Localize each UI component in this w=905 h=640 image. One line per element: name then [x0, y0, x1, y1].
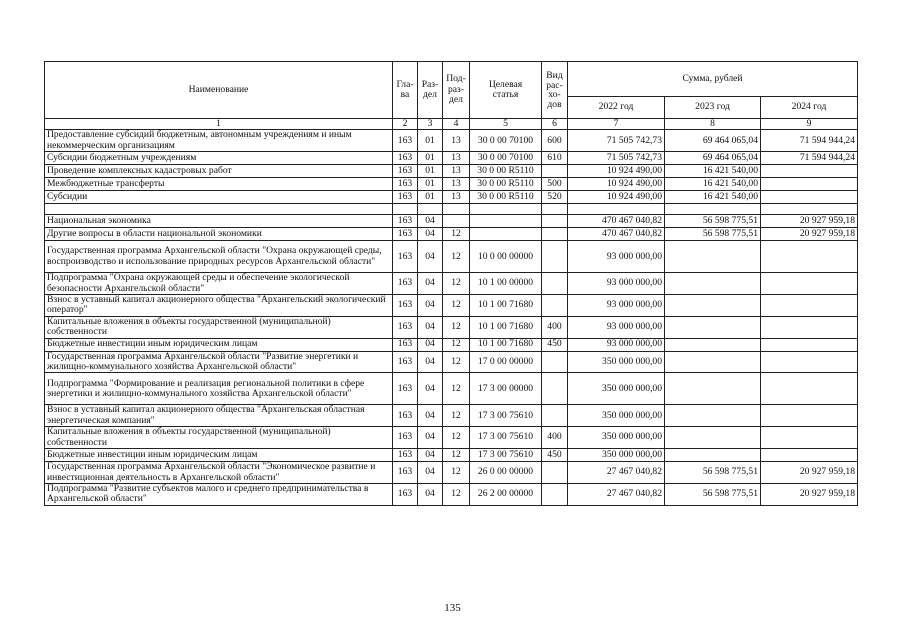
row-amount-2023: 16 421 540,00: [665, 191, 761, 204]
table-row: [45, 204, 858, 215]
row-amount-2023: [665, 338, 761, 351]
row-amount-2022: 27 467 040,82: [568, 462, 665, 484]
row-amount-2022: 93 000 000,00: [568, 338, 665, 351]
row-vid: [542, 483, 568, 505]
row-amount-2023: [665, 427, 761, 449]
row-name: Национальная экономика: [45, 215, 393, 228]
row-name: Субсидии бюджетным учреждениям: [45, 152, 393, 165]
row-amount-2023: [665, 316, 761, 338]
row-target: 17 0 00 00000: [470, 351, 542, 373]
row-amount-2022: 93 000 000,00: [568, 241, 665, 273]
row-name: Подпрограмма "Формирование и реализация региональной политики в сфере энергетики и жилищно-коммунального хозяйства Архангельской области": [45, 373, 393, 405]
page-number: 135: [444, 602, 461, 614]
budget-table: [44, 61, 858, 506]
column-index: 4: [443, 119, 470, 130]
row-target: [470, 228, 542, 241]
row-vid: [542, 373, 568, 405]
row-razdel: 04: [418, 215, 443, 228]
column-index: 1: [45, 119, 393, 130]
row-amount-2022: 27 467 040,82: [568, 483, 665, 505]
row-razdel: 04: [418, 241, 443, 273]
row-target: 30 0 00 R5110: [470, 191, 542, 204]
row-vid: [542, 215, 568, 228]
row-target: 17 3 00 75610: [470, 405, 542, 427]
row-amount-2024: 71 594 944,24: [761, 130, 858, 152]
row-amount-2023: [665, 449, 761, 462]
header-target: Целевая статья: [470, 62, 542, 119]
row-name: Другие вопросы в области национальной экономики: [45, 228, 393, 241]
table-row: [45, 462, 858, 484]
row-amount-2024: 20 927 959,18: [761, 483, 858, 505]
row-amount-2023: 16 421 540,00: [665, 165, 761, 178]
row-amount-2023: [665, 351, 761, 373]
row-amount-2022: 470 467 040,82: [568, 228, 665, 241]
row-name: Взнос в уставный капитал акционерного общества "Архангельская областная энергетическая компания": [45, 405, 393, 427]
row-razdel: 01: [418, 191, 443, 204]
table-row: [45, 273, 858, 295]
row-vid: [542, 204, 568, 215]
table-row: [45, 427, 858, 449]
column-index: 8: [665, 119, 761, 130]
row-razdel: 04: [418, 338, 443, 351]
row-podrazdel: 12: [443, 316, 470, 338]
header-name: Наименование: [45, 62, 393, 119]
row-amount-2023: 56 598 775,51: [665, 228, 761, 241]
row-glava: 163: [393, 241, 418, 273]
row-amount-2023: [665, 273, 761, 295]
row-razdel: 04: [418, 228, 443, 241]
row-amount-2024: [761, 373, 858, 405]
row-razdel: 04: [418, 483, 443, 505]
row-name: Государственная программа Архангельской области "Охрана окружающей среды, воспроизводство и использование природных ресурсов Архангельской области": [45, 241, 393, 273]
row-name: Государственная программа Архангельской области "Экономическое развитие и инвестиционная деятельность в Архангельской области": [45, 462, 393, 484]
row-razdel: 01: [418, 165, 443, 178]
row-glava: 163: [393, 273, 418, 295]
row-razdel: 04: [418, 273, 443, 295]
row-amount-2023: [665, 204, 761, 215]
row-glava: 163: [393, 351, 418, 373]
row-amount-2024: [761, 295, 858, 317]
row-amount-2022: [568, 204, 665, 215]
header-glava: Гла- ва: [393, 62, 418, 119]
row-podrazdel: 12: [443, 373, 470, 405]
table-row: [45, 449, 858, 462]
row-razdel: 04: [418, 427, 443, 449]
row-target: 26 2 00 00000: [470, 483, 542, 505]
column-index: 9: [761, 119, 858, 130]
row-vid: 400: [542, 316, 568, 338]
row-amount-2024: [761, 241, 858, 273]
row-name: [45, 204, 393, 215]
row-glava: 163: [393, 130, 418, 152]
row-target: [470, 215, 542, 228]
row-vid: 400: [542, 427, 568, 449]
table-row: [45, 228, 858, 241]
row-glava: 163: [393, 152, 418, 165]
row-vid: [542, 295, 568, 317]
row-amount-2022: 71 505 742,73: [568, 152, 665, 165]
row-glava: 163: [393, 427, 418, 449]
header-year-2022: 2022 год: [568, 97, 665, 119]
row-razdel: 04: [418, 462, 443, 484]
row-target: 10 0 00 00000: [470, 241, 542, 273]
row-amount-2024: 20 927 959,18: [761, 215, 858, 228]
row-name: Проведение комплексных кадастровых работ: [45, 165, 393, 178]
header-sum: Сумма, рублей: [568, 62, 858, 97]
row-target: 10 1 00 71680: [470, 295, 542, 317]
row-glava: 163: [393, 449, 418, 462]
row-glava: 163: [393, 295, 418, 317]
row-podrazdel: 13: [443, 178, 470, 191]
row-amount-2022: 93 000 000,00: [568, 295, 665, 317]
row-vid: [542, 462, 568, 484]
row-name: Предоставление субсидий бюджетным, автономным учреждениям и иным некоммерческим организациям: [45, 130, 393, 152]
row-podrazdel: [443, 215, 470, 228]
row-podrazdel: 12: [443, 449, 470, 462]
row-podrazdel: [443, 204, 470, 215]
row-name: Субсидии: [45, 191, 393, 204]
row-amount-2024: [761, 351, 858, 373]
row-podrazdel: 12: [443, 338, 470, 351]
row-amount-2024: [761, 405, 858, 427]
row-amount-2023: 69 464 065,04: [665, 130, 761, 152]
row-amount-2022: 10 924 490,00: [568, 191, 665, 204]
row-target: 30 0 00 70100: [470, 152, 542, 165]
row-glava: 163: [393, 373, 418, 405]
header-podrazdel: Под- раз- дел: [443, 62, 470, 119]
row-razdel: 04: [418, 449, 443, 462]
row-glava: 163: [393, 165, 418, 178]
row-amount-2024: [761, 204, 858, 215]
row-target: [470, 204, 542, 215]
row-amount-2023: [665, 373, 761, 405]
row-amount-2023: 56 598 775,51: [665, 215, 761, 228]
table-body: [45, 130, 858, 505]
header-vid: Вид рас- хо- дов: [542, 62, 568, 119]
column-index: 3: [418, 119, 443, 130]
row-podrazdel: 13: [443, 165, 470, 178]
row-razdel: 04: [418, 316, 443, 338]
row-amount-2023: 16 421 540,00: [665, 178, 761, 191]
row-razdel: 04: [418, 373, 443, 405]
row-podrazdel: 12: [443, 351, 470, 373]
row-name: Межбюджетные трансферты: [45, 178, 393, 191]
row-amount-2022: 71 505 742,73: [568, 130, 665, 152]
row-podrazdel: 12: [443, 273, 470, 295]
row-razdel: 04: [418, 405, 443, 427]
row-podrazdel: 13: [443, 130, 470, 152]
table-row: [45, 191, 858, 204]
row-target: 30 0 00 R5110: [470, 165, 542, 178]
row-vid: [542, 351, 568, 373]
row-podrazdel: 13: [443, 191, 470, 204]
row-name: Капитальные вложения в объекты государственной (муниципальной) собственности: [45, 316, 393, 338]
column-index: 6: [542, 119, 568, 130]
row-glava: 163: [393, 215, 418, 228]
table-row: [45, 295, 858, 317]
table-row: [45, 130, 858, 152]
row-amount-2022: 93 000 000,00: [568, 316, 665, 338]
row-vid: 600: [542, 130, 568, 152]
row-amount-2022: 350 000 000,00: [568, 373, 665, 405]
row-amount-2024: [761, 191, 858, 204]
row-podrazdel: 12: [443, 462, 470, 484]
row-target: 17 3 00 75610: [470, 427, 542, 449]
row-target: 26 0 00 00000: [470, 462, 542, 484]
column-index: 7: [568, 119, 665, 130]
row-amount-2022: 350 000 000,00: [568, 427, 665, 449]
table-row: [45, 316, 858, 338]
table-row: [45, 338, 858, 351]
row-amount-2023: 56 598 775,51: [665, 462, 761, 484]
row-razdel: [418, 204, 443, 215]
row-amount-2024: 71 594 944,24: [761, 152, 858, 165]
row-target: 17 3 00 75610: [470, 449, 542, 462]
row-glava: 163: [393, 462, 418, 484]
column-index: 2: [393, 119, 418, 130]
table-row: [45, 178, 858, 191]
row-amount-2024: [761, 165, 858, 178]
row-podrazdel: 13: [443, 152, 470, 165]
row-glava: 163: [393, 483, 418, 505]
table-row: [45, 483, 858, 505]
row-vid: 520: [542, 191, 568, 204]
row-amount-2022: 350 000 000,00: [568, 351, 665, 373]
row-glava: 163: [393, 191, 418, 204]
row-razdel: 04: [418, 295, 443, 317]
row-name: Бюджетные инвестиции иным юридическим лицам: [45, 449, 393, 462]
column-index-row: [45, 119, 858, 130]
row-razdel: 04: [418, 351, 443, 373]
row-name: Капитальные вложения в объекты государственной (муниципальной) собственности: [45, 427, 393, 449]
table-row: [45, 241, 858, 273]
row-amount-2024: 20 927 959,18: [761, 228, 858, 241]
row-amount-2022: 93 000 000,00: [568, 273, 665, 295]
row-amount-2022: 10 924 490,00: [568, 165, 665, 178]
row-podrazdel: 12: [443, 483, 470, 505]
row-amount-2024: 20 927 959,18: [761, 462, 858, 484]
row-target: 10 1 00 71680: [470, 316, 542, 338]
row-amount-2024: [761, 178, 858, 191]
table-row: [45, 165, 858, 178]
row-razdel: 01: [418, 178, 443, 191]
column-index: 5: [470, 119, 542, 130]
row-glava: 163: [393, 316, 418, 338]
row-target: 10 1 00 71680: [470, 338, 542, 351]
row-vid: [542, 273, 568, 295]
row-glava: 163: [393, 228, 418, 241]
row-name: Подпрограмма "Охрана окружающей среды и обеспечение экологической безопасности Архангельской области": [45, 273, 393, 295]
table-row: [45, 405, 858, 427]
header-year-2023: 2023 год: [665, 97, 761, 119]
row-amount-2022: 470 467 040,82: [568, 215, 665, 228]
header-year-2024: 2024 год: [761, 97, 858, 119]
row-amount-2023: [665, 241, 761, 273]
row-amount-2024: [761, 273, 858, 295]
row-name: Подпрограмма "Развитие субъектов малого и среднего предпринимательства в Архангельской области": [45, 483, 393, 505]
row-vid: [542, 405, 568, 427]
row-vid: [542, 241, 568, 273]
row-amount-2024: [761, 338, 858, 351]
row-glava: 163: [393, 178, 418, 191]
row-amount-2022: 350 000 000,00: [568, 405, 665, 427]
row-vid: 500: [542, 178, 568, 191]
row-amount-2022: 350 000 000,00: [568, 449, 665, 462]
row-amount-2022: 10 924 490,00: [568, 178, 665, 191]
row-amount-2023: [665, 295, 761, 317]
row-amount-2024: [761, 449, 858, 462]
row-name: Взнос в уставный капитал акционерного общества "Архангельский экологический оператор": [45, 295, 393, 317]
row-name: Государственная программа Архангельской области "Развитие энергетики и жилищно-коммунального хозяйства Архангельской области": [45, 351, 393, 373]
row-vid: [542, 165, 568, 178]
row-amount-2023: [665, 405, 761, 427]
header-razdel: Раз- дел: [418, 62, 443, 119]
row-name: Бюджетные инвестиции иным юридическим лицам: [45, 338, 393, 351]
table-row: [45, 215, 858, 228]
row-podrazdel: 12: [443, 405, 470, 427]
row-vid: [542, 228, 568, 241]
row-podrazdel: 12: [443, 228, 470, 241]
row-glava: 163: [393, 338, 418, 351]
row-vid: 450: [542, 338, 568, 351]
row-podrazdel: 12: [443, 241, 470, 273]
row-vid: 610: [542, 152, 568, 165]
row-vid: 450: [542, 449, 568, 462]
row-glava: [393, 204, 418, 215]
table-row: [45, 373, 858, 405]
row-podrazdel: 12: [443, 295, 470, 317]
row-amount-2023: 69 464 065,04: [665, 152, 761, 165]
row-target: 30 0 00 R5110: [470, 178, 542, 191]
row-amount-2023: 56 598 775,51: [665, 483, 761, 505]
table-row: [45, 152, 858, 165]
row-amount-2024: [761, 427, 858, 449]
table-row: [45, 351, 858, 373]
row-target: 10 1 00 00000: [470, 273, 542, 295]
row-podrazdel: 12: [443, 427, 470, 449]
row-amount-2024: [761, 316, 858, 338]
row-target: 17 3 00 00000: [470, 373, 542, 405]
row-razdel: 01: [418, 152, 443, 165]
row-glava: 163: [393, 405, 418, 427]
row-target: 30 0 00 70100: [470, 130, 542, 152]
row-razdel: 01: [418, 130, 443, 152]
